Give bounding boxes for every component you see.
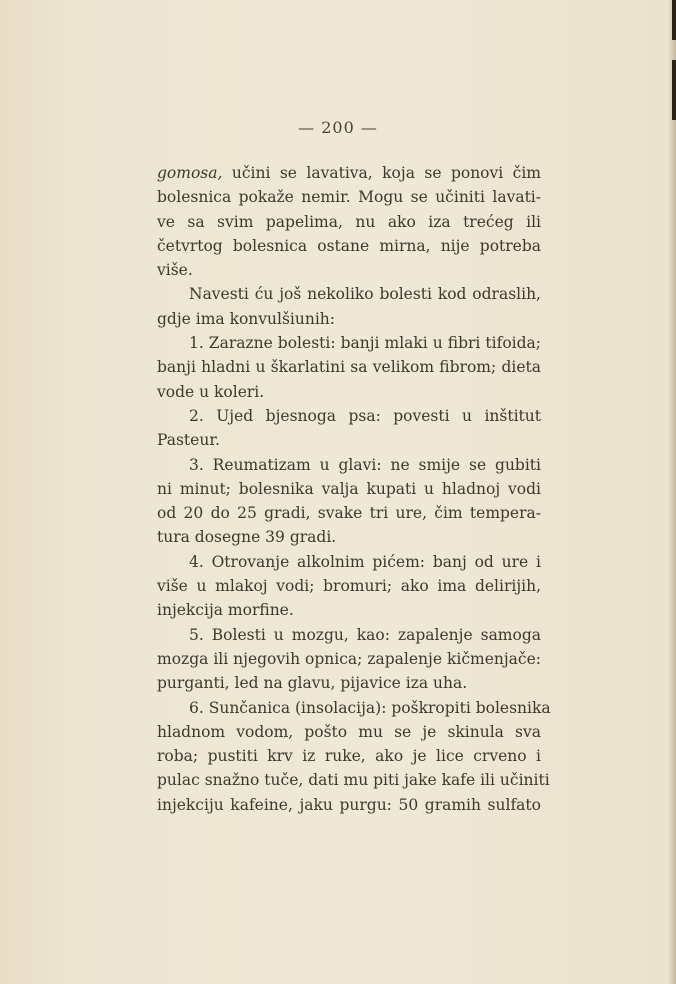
- text-line: više.: [157, 261, 193, 280]
- page-edge-shadow: [668, 0, 676, 984]
- text-line: bolesnica pokaže nemir. Mogu se učiniti lavati-: [157, 188, 541, 207]
- text-line: više u mlakoj vodi; bromuri; ako ima delirijih,: [157, 577, 541, 596]
- text-line: pulac snažno tuče, dati mu piti jake kafe ili učiniti: [157, 771, 550, 790]
- text-line: Pasteur.: [157, 431, 220, 450]
- text-line: injekciju kafeine, jaku purgu: 50 gramih sulfato: [157, 795, 541, 814]
- text-line: 2. Ujed bjesnoga psa: povesti u inštitut: [189, 406, 541, 425]
- page-number: — 200 —: [298, 118, 378, 137]
- text-line: 5. Bolesti u mozgu, kao: zapalenje samoga: [189, 625, 541, 644]
- text-line: purganti, led na glavu, pijavice iza uha.: [157, 674, 468, 693]
- text-line: ve sa svim papelima, nu ako iza trećeg ili: [157, 212, 541, 231]
- text-line: injekcija morfine.: [157, 601, 294, 620]
- text-line: vode u koleri.: [157, 382, 265, 401]
- text-line: 6. Sunčanica (insolacija): poškropiti bolesnika: [189, 698, 551, 717]
- text-line: gomosa, učini se lavativa, koja se ponovi čim: [157, 164, 541, 182]
- text-line: 1. Zarazne bolesti: banji mlaki u fibri tifoida;: [189, 334, 541, 353]
- text-line: mozga ili njegovih opnica; zapalenje kičmenjače:: [157, 649, 541, 668]
- text-line: banji hladni u škarlatini sa velikom fibrom; dieta: [157, 358, 541, 377]
- text-line: 4. Otrovanje alkolnim pićem: banj od ure i: [189, 552, 541, 571]
- text-line: 3. Reumatizam u glavi: ne smije se gubiti: [189, 455, 541, 474]
- text-line: ni minut; bolesnika valja kupati u hladnoj vodi: [157, 479, 541, 498]
- text-line: tura dosegne 39 gradi.: [157, 528, 337, 547]
- edge-mark: [672, 0, 676, 40]
- text-line: roba; pustiti krv iz ruke, ako je lice crveno i: [157, 747, 541, 766]
- edge-mark: [672, 60, 676, 120]
- text-line: četvrtog bolesnica ostane mirna, nije potreba: [157, 236, 541, 255]
- italic-word: gomosa,: [157, 164, 223, 182]
- text-line: gdje ima konvulšiunih:: [157, 309, 336, 328]
- text-line: od 20 do 25 gradi, svake tri ure, čim tempera-: [157, 504, 541, 523]
- text-line: hladnom vodom, pošto mu se je skinula sva: [157, 722, 541, 741]
- text-line: Navesti ću još nekoliko bolesti kod odraslih,: [189, 285, 541, 304]
- body-text: [157, 161, 551, 817]
